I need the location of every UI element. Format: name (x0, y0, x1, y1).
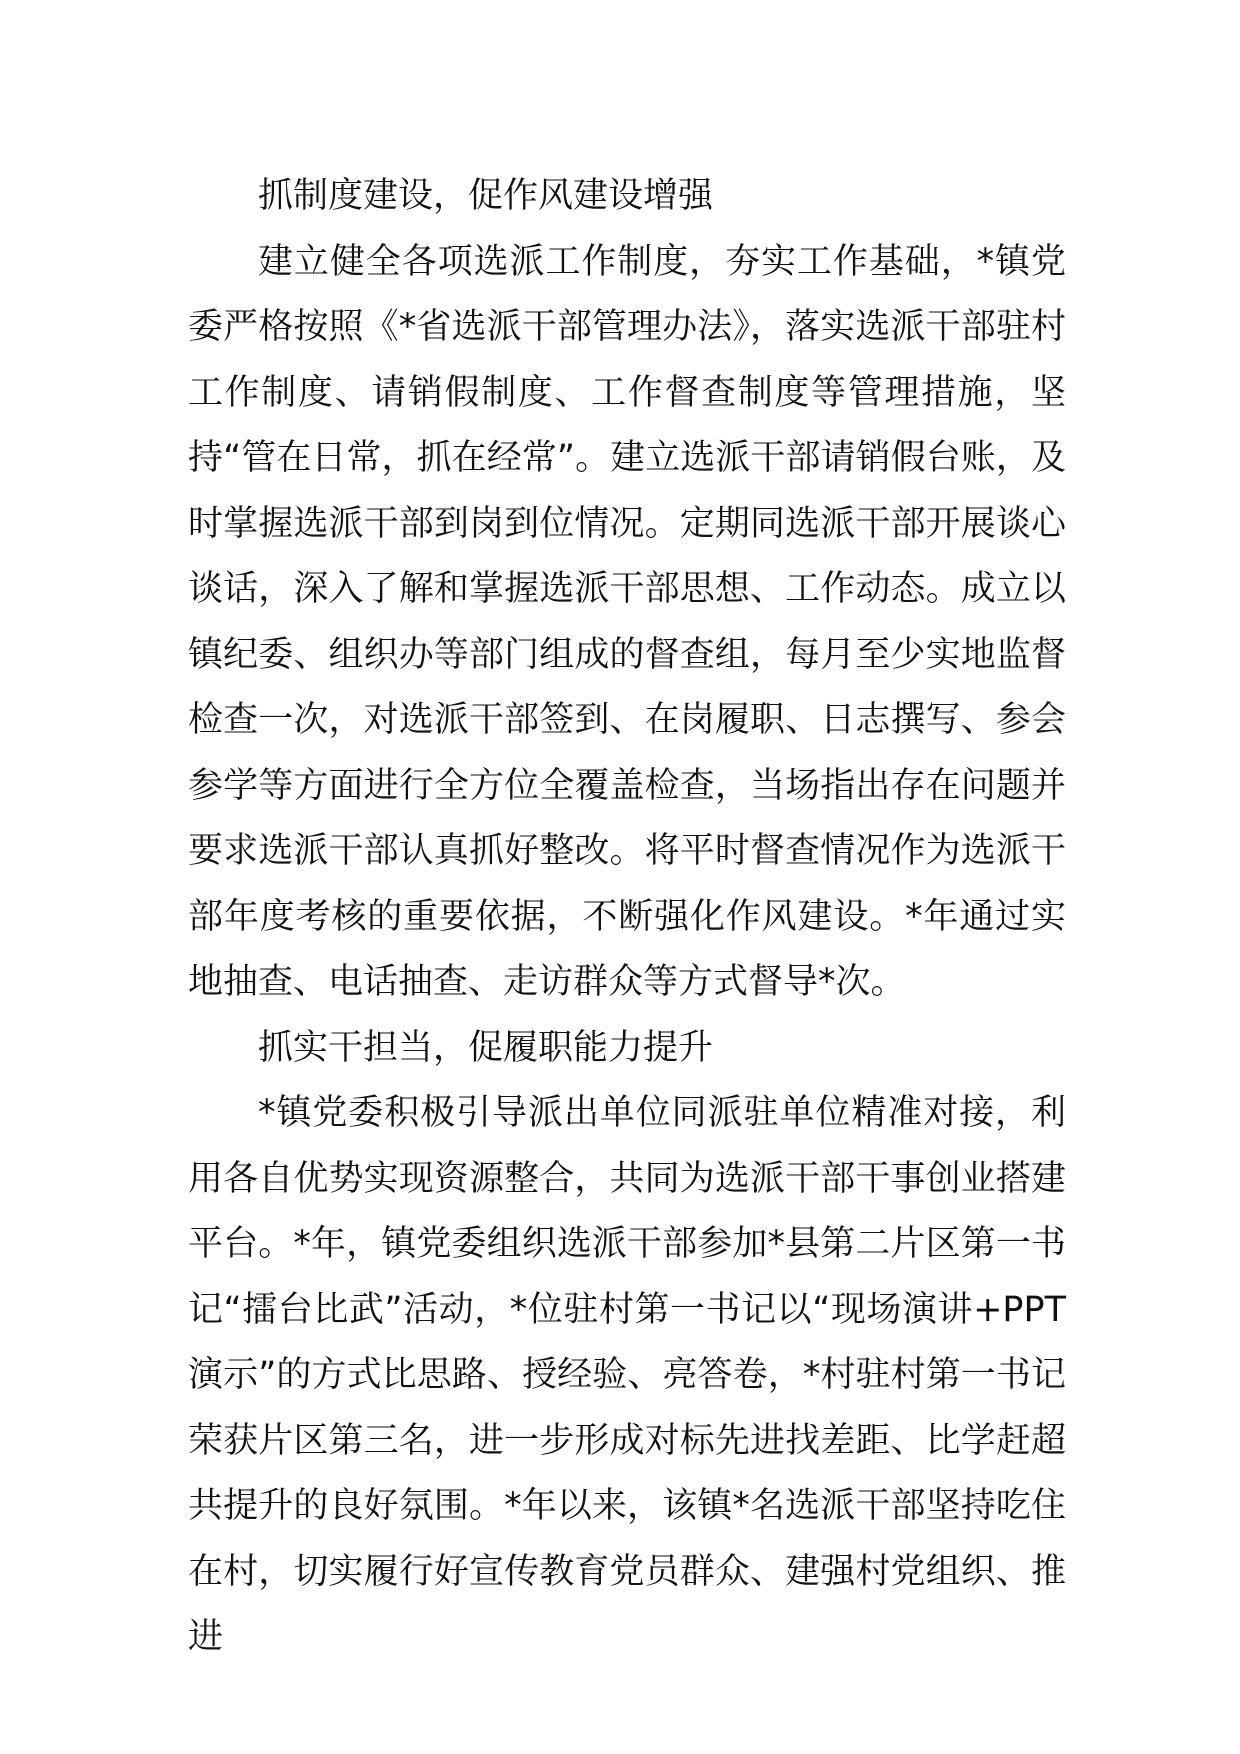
section-heading: 抓制度建设，促作风建设增强 (258, 176, 714, 216)
body-paragraph: 建立健全各项选派工作制度，夯实工作基础，*镇党委严格按照《*省选派干部管理办法》，落实选派干部驻村工作制度、请销假制度、工作督查制度等管理措施，坚持“管在日常，抓在经常”。建立选派干部请销假台账，及时掌握选派干部到岗到位情况。定期同选派干部开展谈心谈话，深入了解和掌握选派干部思想、工作动态。成立以镇纪委、组织办等部门组成的督查组，每月至少实地监督检查一次，对选派干部签到、在岗履职、日志撰写、参会参学等方面进行全方位全覆盖检查，当场指出存在问题并要求选派干部认真抓好整改。将平时督查情况作为选派干部年度考核的重要依据，不断强化作风建设。*年通过实地抽查、电话抽查、走访群众等方式督导*次。 (188, 241, 1066, 1002)
body-paragraph: *镇党委积极引导派出单位同派驻单位精准对接，利用各自优势实现资源整合，共同为选派干部干事创业搭建平台。*年，镇党委组织选派干部参加*县第二片区第一书记“擂台比武”活动，*位驻村第一书记以“现场演讲+PPT 演示”的方式比思路、授经验、亮答卷，*村驻村第一书记荣获片区第三名，进一步形成对标先进找差距、比学赶超共提升的良好氛围。*年以来，该镇*名选派干部坚持吃住在村，切实履行好宣传教育党员群众、建强村党组织、推进 (188, 1093, 1066, 1657)
document-body (188, 164, 1066, 1671)
section-heading: 抓实干担当，促履职能力提升 (258, 1027, 714, 1068)
